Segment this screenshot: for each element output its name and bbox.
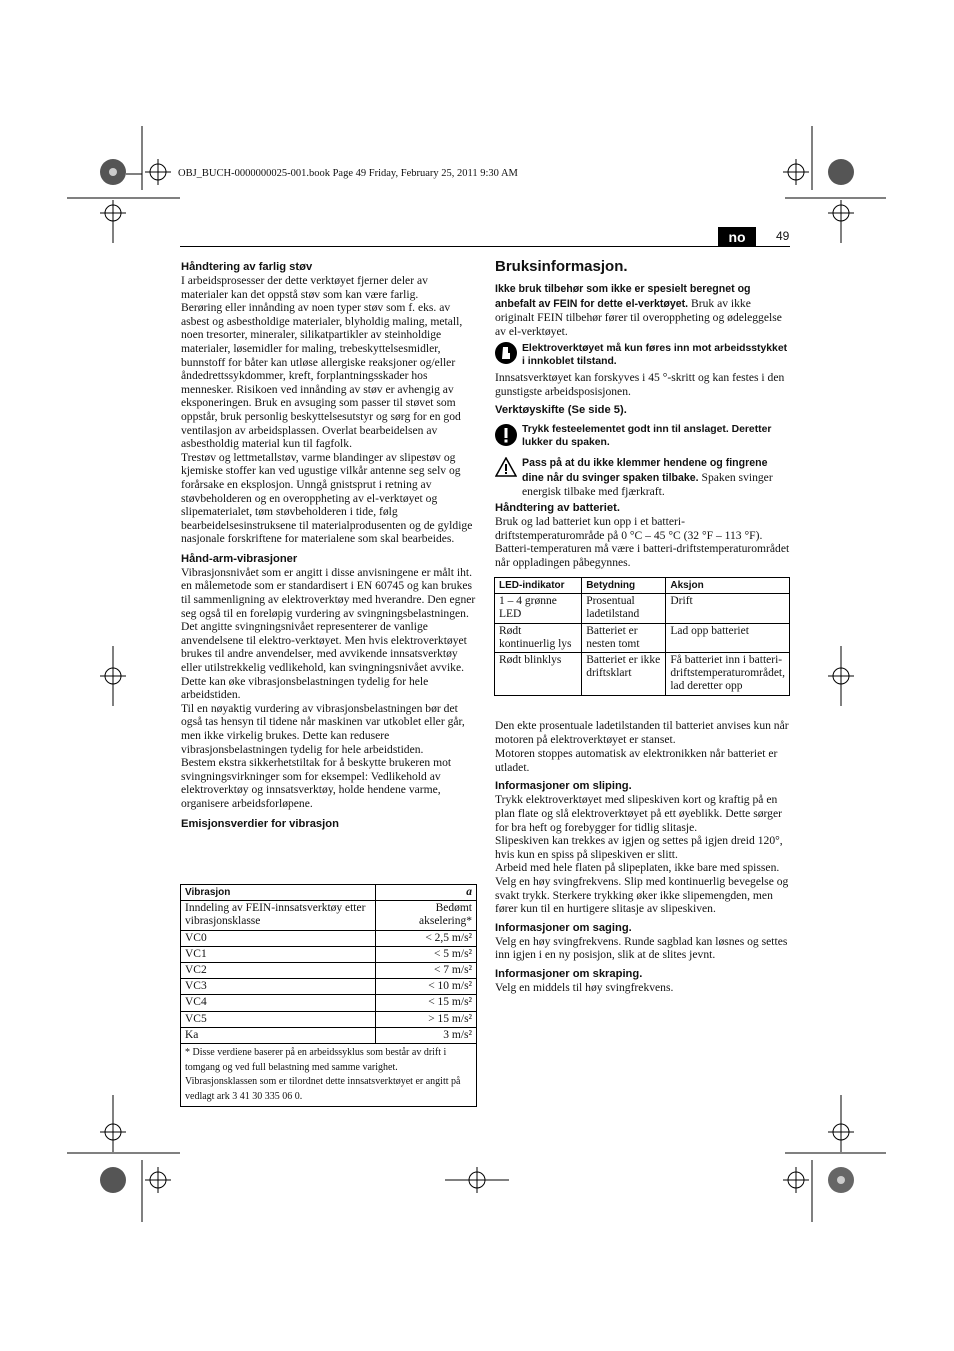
- vib-class: VC5: [181, 1011, 376, 1027]
- vib-class: VC0: [181, 930, 376, 946]
- text: Spaken svinger energisk tilbake med fjærkraft.: [522, 470, 773, 499]
- led-cell: Få batteriet inn i batteri-driftstemperaturområdet, lad deretter opp: [666, 653, 790, 696]
- heading-toolchange: Verktøyskifte (Se side 5).: [495, 404, 627, 417]
- paragraph: Velg en høy svingfrekvens. Runde sagblad kan løsnes og settes inn igjen i en ny posisjon, slik at de slites jevnt.: [495, 934, 788, 962]
- led-cell: Rødt blinklys: [495, 653, 582, 696]
- vib-value: < 2,5 m/s²: [376, 930, 477, 946]
- led-cell: 1 – 4 grønne LED: [495, 594, 582, 623]
- bold-text: Pass på at du ikke klemmer hendene og fingrene dine når du svinger spaken tilbake.: [522, 457, 768, 484]
- vib-value: 3 m/s²: [376, 1027, 477, 1043]
- paragraph: Bestem ekstra sikkerhetstiltak for å beskytte brukeren mot svingningsvirkninger som for eksempel: Vedlikehold av elektroverktøy og innsatsverktøy, holde hendene varme, organisere arbeidsforløpene.: [181, 756, 452, 810]
- table-row: [181, 930, 477, 946]
- heading-battery: Håndtering av batteriet.: [495, 502, 620, 514]
- vib-class: Ka: [181, 1027, 376, 1043]
- paragraph: I arbeidsprosesser der dette verktøyet fjerner deler av materialer kan det oppstå støv som kan være farlig.: [181, 274, 428, 301]
- paragraph: Trestøv og lettmetallstøv, varme blandinger av slipestøv og kjemiske stoffer kan ved ugustige vilkår antenne seg selv og forårsake en eksplosjon. Unngå gnistsprut i retning av støvbeholderen og en overoppheting av el-verktøyet og slipematerialet, tøm støvbeholderen i tide, følg bearbeidelsesinstruksene til materialprodusenten og de gyldige nasjonale forskriftene for materialene som skal bearbeides.: [181, 450, 473, 546]
- table-row: [181, 946, 477, 962]
- right-column-top: [495, 258, 791, 338]
- led-cell: Rødt kontinuerlig lys: [495, 623, 582, 652]
- paragraph: Trykk elektroverktøyet med slipeskiven kort og kraftig på en plan flate og slå elektroverktøyet på ett øyeblikk. Dette sørger for bra heft og forebygger for tidlig slitasje.: [495, 793, 782, 834]
- vib-value: > 15 m/s²: [376, 1011, 477, 1027]
- left-column: [181, 258, 477, 831]
- paragraph: Den ekte prosentuale ladetilstanden til batteriet anvises kun når motoren på elektroverktøyet er stanset.: [495, 719, 789, 746]
- paragraph: [495, 282, 791, 338]
- paragraph: Slipeskiven kan trekkes av igjen og settes på igjen dreid 120°, hvis kun en spiss på slipeskiven er slitt.: [495, 834, 783, 861]
- led-header: Aksjon: [666, 578, 790, 594]
- page-number: 49: [776, 229, 790, 243]
- exclamation-icon: [495, 424, 517, 446]
- led-cell: Prosentual ladetilstand: [582, 594, 666, 623]
- vib-value: < 15 m/s²: [376, 995, 477, 1011]
- right-column-battery: [495, 501, 791, 569]
- vib-value: < 7 m/s²: [376, 963, 477, 979]
- vib-value: < 10 m/s²: [376, 979, 477, 995]
- led-header: LED-indikator: [495, 578, 582, 594]
- table-row: [181, 995, 477, 1011]
- right-column-bottom: [495, 719, 791, 995]
- section-title: Bruksinformasjon.: [495, 258, 628, 275]
- vib-sub-left: Inndeling av FEIN-innsatsverktøy etter vibrasjonsklasse: [181, 901, 376, 930]
- footnote-text: Vibrasjonsklassen som er tilordnet dette innsatsverktøyet er angitt på vedlagt ark 3 41 30 335 06 0.: [185, 1076, 461, 1102]
- table-row: [181, 1011, 477, 1027]
- heading-grinding: Informasjoner om sliping.: [495, 780, 632, 793]
- language-badge: no: [718, 227, 756, 247]
- note-fastener: Trykk festeelementet godt inn til anslaget. Deretter lukker du spaken.: [522, 424, 772, 448]
- paragraph: Innsatsverktøyet kan forskyves i 45 °-skritt og kan festes i den gunstigste arbeidsposisjonen.: [495, 371, 785, 398]
- footnote-text: * Disse verdiene baserer på en arbeidssyklus som består av drift i tomgang og ved full belastning med samme varighet.: [185, 1047, 447, 1073]
- table-row: [495, 623, 790, 652]
- table-row: [495, 653, 790, 696]
- heading-emission: Emisjonsverdier for vibrasjon: [181, 817, 339, 830]
- heading-dust: Håndtering av farlig støv: [181, 261, 313, 273]
- paragraph: Vibrasjonsnivået som er angitt i disse anvisningene er målt iht. en målemetode som er standardisert i EN 60745 og kan brukes til sammenligning av elektroverktøy med hverandre. Den egner seg også til en foreløpig vurdering av svingningsbelastningen.: [181, 565, 476, 620]
- vib-class: VC4: [181, 995, 376, 1011]
- led-cell: Batteriet er nesten tomt: [582, 623, 666, 652]
- paragraph: Motoren stoppes automatisk av elektronikken når batteriet er utladet.: [495, 747, 778, 774]
- heading-vibration: Hånd-arm-vibrasjoner: [181, 552, 298, 565]
- paragraph: Berøring eller innånding av noen typer støv som f. eks. av asbest og asbestholdige materialer, blyholdig maling, metall, noen tresorter, mineraler, silikatpartikler av steinholdige materialer, løsemidler for maling, trebeskyttelsesmidler, bunnstoff for båter kan utløse allergiske reaksjoner og/eller åndedrettssykdommer, kreft, forplantningsskader hos mennesker. Risikoen ved innånding av støv er avhengig av eksponeringen. Bruk en avsuging som passer til støvet som oppstår, bruk personlig beskyttelsesutstyr og sørg for en god ventilasjon av arbeidsplassen. Overlat bearbeidelsen av asbestholdig material kun til fagfolk.: [181, 301, 463, 451]
- vib-class: VC1: [181, 946, 376, 962]
- led-cell: Lad opp batteriet: [666, 623, 790, 652]
- paragraph: Bruk og lad batteriet kun opp i et batteri-driftstemperaturområde på 0 °C – 45 °C (32 °F – 113 °F). Batteri-temperaturen må være i batteri-driftstemperaturområdet når oppladingen påbegynnes.: [495, 515, 790, 569]
- table-row: [181, 963, 477, 979]
- led-cell: Batteriet er ikke driftsklart: [582, 653, 666, 696]
- warning-icon: [495, 457, 517, 477]
- warning-lever: [522, 456, 792, 499]
- led-table: [494, 577, 790, 696]
- vib-head-right: a: [376, 885, 477, 901]
- vib-head-left: Vibrasjon: [181, 885, 376, 901]
- vib-footnote: [181, 1044, 477, 1107]
- led-header: Betydning: [582, 578, 666, 594]
- note-workpiece: Elektroverktøyet må kun føres inn mot arbeidsstykket i innkoblet tilstand.: [522, 343, 788, 367]
- vib-value: < 5 m/s²: [376, 946, 477, 962]
- table-row: [181, 1027, 477, 1043]
- paragraph: Arbeid med hele flaten på slipeplaten, ikke bare med spissen. Velg en høy svingfrekvens. Slip med kontinuerlig bevegelse og svakt trykk. Sterkere trykking øker ikke slipemengden, men fører kun til en hurtigere slitasje av slipeskiven.: [495, 861, 789, 916]
- vib-class: VC3: [181, 979, 376, 995]
- paragraph: Det angitte svingningsnivået representerer de vanlige anvendelsene til elektro-verktøyet. Men hvis elektroverktøyet brukes til andre anvendelser, med avvikende innsatsverktøy eller utilstrekkelig vedlikehold, kan svingningsnivået avvike. Dette kan øke vibrasjonsbelastningen tydelig for hele arbeidstiden.: [181, 620, 467, 702]
- paragraph: Til en nøyaktig vurdering av vibrasjonsbelastningen bør det også tas hensyn til tidene når maskinen var utkoblet eller går, men ikke virkelig brukes. Dette kan redusere vibrasjonsbelastningen tydelig for hele arbeidstiden.: [181, 701, 465, 756]
- vib-class: VC2: [181, 963, 376, 979]
- right-column-mid: [495, 371, 791, 417]
- file-info: OBJ_BUCH-0000000025-001.book Page 49 Friday, February 25, 2011 9:30 AM: [178, 168, 518, 179]
- vibration-table: [180, 884, 477, 1107]
- table-row: [181, 979, 477, 995]
- heading-sawing: Informasjoner om saging.: [495, 921, 632, 934]
- led-cell: Drift: [666, 594, 790, 623]
- text: Bruk av ikke originalt FEIN tilbehør fører til overoppheting og ødeleggelse av el-verktøyet.: [495, 296, 782, 338]
- instruction-icon: [495, 342, 517, 364]
- bold-text: Ikke bruk tilbehør som ikke er spesielt beregnet og anbefalt av FEIN for dette el-verktøyet.: [495, 283, 751, 310]
- table-row: [495, 594, 790, 623]
- heading-scraping: Informasjoner om skraping.: [495, 967, 643, 980]
- paragraph: Velg en middels til høy svingfrekvens.: [495, 980, 674, 994]
- vib-sub-right: Bedømt akselering*: [376, 901, 477, 930]
- header-rule: [180, 246, 790, 247]
